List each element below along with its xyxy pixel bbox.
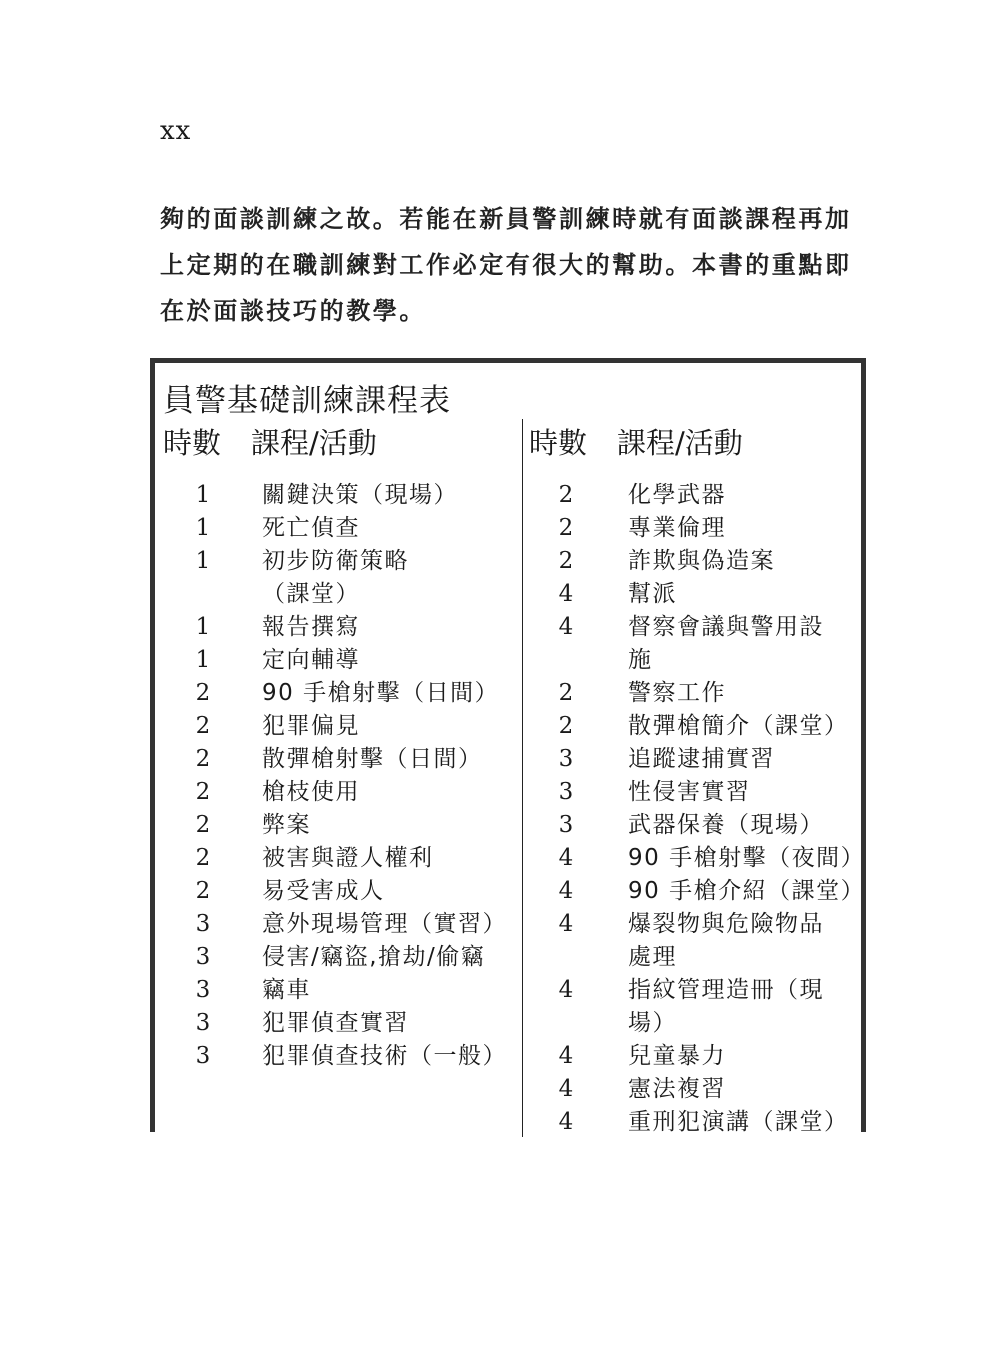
course-row <box>523 677 866 710</box>
course-name <box>628 776 866 809</box>
course-name <box>628 545 866 578</box>
left-column-header <box>163 421 377 462</box>
course-hours: 2 <box>195 812 211 838</box>
right-course-list <box>523 479 866 1139</box>
course-name-line: 犯罪偵查實習 <box>262 1010 409 1036</box>
course-row <box>523 1073 866 1106</box>
course-row <box>523 545 866 578</box>
body-paragraph <box>160 196 880 334</box>
course-hours: 1 <box>195 614 211 640</box>
course-name-line: 處理 <box>628 944 677 970</box>
course-name-line: 憲法複習 <box>628 1076 726 1102</box>
course-row <box>523 809 866 842</box>
course-name-line: 意外現場管理（實習） <box>262 911 507 937</box>
course-hours: 1 <box>195 515 211 541</box>
course-name <box>628 578 866 611</box>
course-hours: 2 <box>195 878 211 904</box>
course-name-line: 重刑犯演講（課堂） <box>628 1109 849 1135</box>
course-row <box>155 611 522 644</box>
course-row <box>155 479 522 512</box>
course-row <box>155 677 522 710</box>
course-name-line: 兒童暴力 <box>628 1043 726 1069</box>
course-row <box>155 710 522 743</box>
course-hours: 2 <box>558 482 574 508</box>
course-name <box>262 974 522 1007</box>
course-hours: 1 <box>195 548 211 574</box>
course-name-line: 散彈槍簡介（課堂） <box>628 713 849 739</box>
course-hours: 4 <box>558 1043 574 1069</box>
course-hours: 2 <box>195 845 211 871</box>
course-hours: 4 <box>558 977 574 1003</box>
course-row <box>523 743 866 776</box>
course-row <box>155 545 522 611</box>
course-row <box>155 512 522 545</box>
course-hours: 2 <box>195 680 211 706</box>
course-name <box>628 611 866 677</box>
course-name-line: 關鍵決策（現場） <box>262 482 458 508</box>
course-row <box>523 512 866 545</box>
course-hours: 4 <box>558 614 574 640</box>
course-row <box>155 644 522 677</box>
course-name-line: 90 手槍射擊（夜間） <box>628 845 866 871</box>
course-name <box>628 908 866 974</box>
course-name <box>262 545 522 611</box>
course-hours: 3 <box>195 977 211 1003</box>
course-name <box>262 512 522 545</box>
course-name-line: 死亡偵查 <box>262 515 360 541</box>
course-row <box>523 1106 866 1139</box>
course-name-line: 武器保養（現場） <box>628 812 824 838</box>
course-name <box>262 710 522 743</box>
course-hours: 3 <box>558 779 574 805</box>
course-name <box>262 908 522 941</box>
course-row <box>155 743 522 776</box>
course-hours: 3 <box>195 944 211 970</box>
course-hours: 4 <box>558 1076 574 1102</box>
course-table <box>150 358 866 1135</box>
course-name <box>628 710 866 743</box>
course-name <box>628 512 866 545</box>
course-row <box>523 974 866 1040</box>
page-number: xx <box>160 116 192 146</box>
course-hours: 3 <box>195 1043 211 1069</box>
course-name <box>262 1007 522 1040</box>
header-course: 課程/活動 <box>251 426 377 460</box>
course-name-line: 幫派 <box>628 581 677 607</box>
course-name-line: 爆裂物與危險物品 <box>628 911 824 937</box>
course-name <box>262 743 522 776</box>
course-row <box>523 710 866 743</box>
course-name-line: 初步防衛策略 <box>262 548 409 574</box>
course-name-line: 定向輔導 <box>262 647 360 673</box>
course-hours: 2 <box>195 779 211 805</box>
course-name-line: 弊案 <box>262 812 311 838</box>
course-row <box>155 908 522 941</box>
left-course-list <box>155 479 522 1073</box>
course-name-line: 警察工作 <box>628 680 726 706</box>
course-name-line: 詐欺與偽造案 <box>628 548 775 574</box>
course-hours: 2 <box>195 746 211 772</box>
course-name-line: 散彈槍射擊（日間） <box>262 746 483 772</box>
course-hours: 4 <box>558 911 574 937</box>
course-name-line: 犯罪偵查技術（一般） <box>262 1043 507 1069</box>
course-name-line: 90 手槍介紹（課堂） <box>628 878 866 904</box>
course-row <box>523 611 866 677</box>
course-name <box>628 479 866 512</box>
course-name <box>628 1073 866 1106</box>
course-hours: 1 <box>195 647 211 673</box>
course-name <box>262 776 522 809</box>
course-name-line: 90 手槍射擊（日間） <box>262 680 500 706</box>
course-row <box>155 776 522 809</box>
course-row <box>155 809 522 842</box>
course-name-line: 報告撰寫 <box>262 614 360 640</box>
course-name <box>262 842 522 875</box>
course-name-line: 施 <box>628 647 653 673</box>
course-hours: 2 <box>558 515 574 541</box>
course-row <box>155 842 522 875</box>
course-row <box>155 1007 522 1040</box>
course-row <box>523 875 866 908</box>
course-name-line: 易受害成人 <box>262 878 385 904</box>
paragraph-line: 上定期的在職訓練對工作必定有很大的幫助。本書的重點即 <box>160 250 852 279</box>
course-row <box>523 479 866 512</box>
course-name <box>262 809 522 842</box>
course-name-line: 侵害/竊盜,搶劫/偷竊 <box>262 944 486 970</box>
course-name-line: 專業倫理 <box>628 515 726 541</box>
course-row <box>155 875 522 908</box>
course-name-line: 被害與證人權利 <box>262 845 434 871</box>
course-name <box>262 611 522 644</box>
course-hours: 4 <box>558 878 574 904</box>
course-name-line: 場） <box>628 1010 677 1036</box>
header-hours: 時數 <box>529 426 588 460</box>
course-name <box>262 644 522 677</box>
course-row <box>523 578 866 611</box>
course-hours: 4 <box>558 581 574 607</box>
course-row <box>155 1040 522 1073</box>
course-name-line: 槍枝使用 <box>262 779 360 805</box>
course-name <box>262 479 522 512</box>
course-name <box>262 875 522 908</box>
course-name-line: （課堂） <box>262 581 360 607</box>
course-name <box>628 1106 866 1139</box>
course-row <box>155 941 522 974</box>
course-row <box>523 776 866 809</box>
course-name-line: 性侵害實習 <box>628 779 751 805</box>
course-name <box>628 743 866 776</box>
course-hours: 2 <box>558 713 574 739</box>
course-name <box>262 1040 522 1073</box>
course-hours: 3 <box>558 812 574 838</box>
header-hours: 時數 <box>163 426 222 460</box>
course-name-line: 化學武器 <box>628 482 726 508</box>
course-name-line: 竊車 <box>262 977 311 1003</box>
course-hours: 3 <box>558 746 574 772</box>
course-row <box>523 908 866 974</box>
course-hours: 1 <box>195 482 211 508</box>
course-hours: 2 <box>558 548 574 574</box>
header-course: 課程/活動 <box>617 426 743 460</box>
course-hours: 3 <box>195 1010 211 1036</box>
course-name-line: 督察會議與警用設 <box>628 614 824 640</box>
course-name <box>262 941 522 974</box>
paragraph-line: 夠的面談訓練之故。若能在新員警訓練時就有面談課程再加 <box>160 204 852 233</box>
course-hours: 3 <box>195 911 211 937</box>
course-name-line: 追蹤逮捕實習 <box>628 746 775 772</box>
course-row <box>523 1040 866 1073</box>
right-column-header <box>529 421 743 462</box>
course-row <box>155 974 522 1007</box>
course-hours: 2 <box>558 680 574 706</box>
course-row <box>523 842 866 875</box>
course-name <box>628 842 866 875</box>
course-name <box>628 875 866 908</box>
paragraph-line: 在於面談技巧的教學。 <box>160 296 426 325</box>
course-name <box>628 677 866 710</box>
table-title: 員警基礎訓練課程表 <box>163 383 451 419</box>
course-name-line: 犯罪偏見 <box>262 713 360 739</box>
course-name <box>628 809 866 842</box>
course-hours: 4 <box>558 1109 574 1135</box>
course-name-line: 指紋管理造冊（現 <box>628 977 824 1003</box>
course-name <box>628 974 866 1040</box>
course-name <box>628 1040 866 1073</box>
course-hours: 4 <box>558 845 574 871</box>
course-hours: 2 <box>195 713 211 739</box>
course-name <box>262 677 522 710</box>
